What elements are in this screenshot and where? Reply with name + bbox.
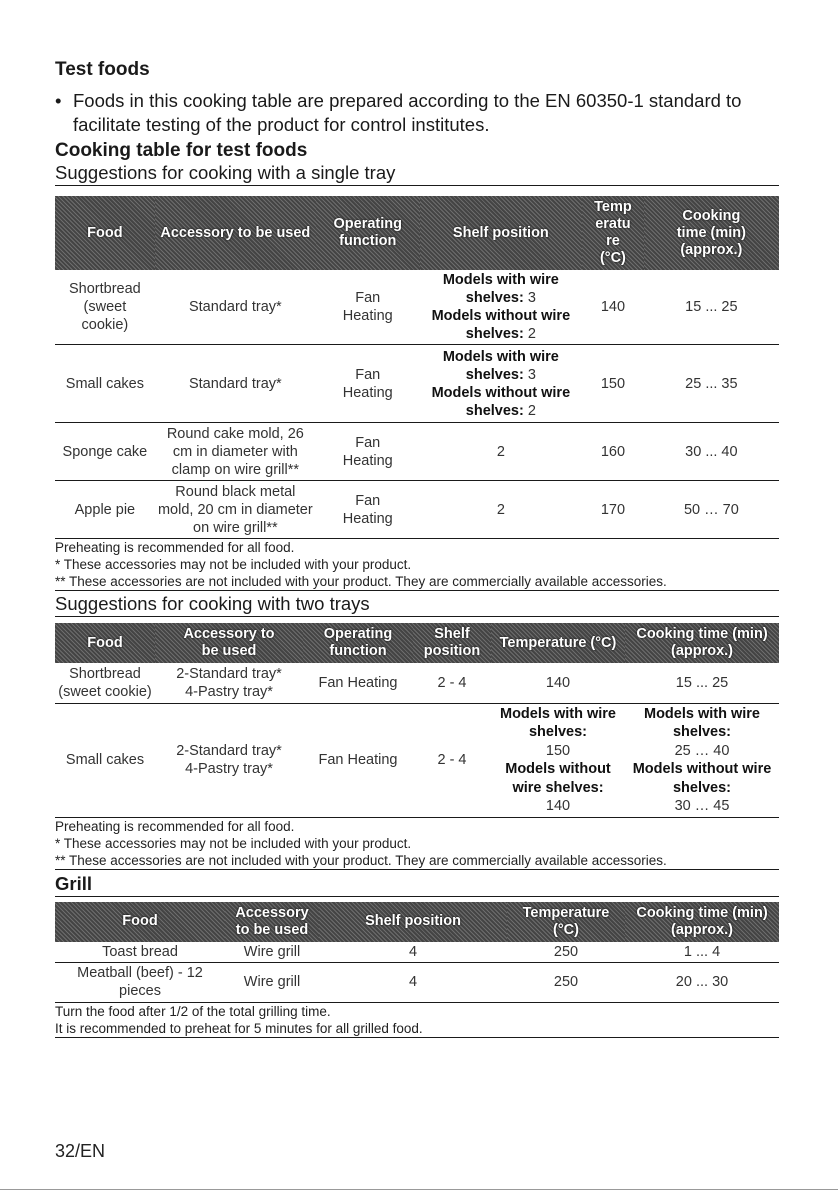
cell-time: 20 ... 30 <box>625 962 779 1002</box>
cell-accessory: Standard tray* <box>155 270 316 345</box>
cell-shelf <box>420 345 583 423</box>
shelf-value-without: 2 <box>527 326 536 342</box>
header-accessory: Accessory to be used <box>155 196 316 270</box>
header-cooking-time: Cooking time (min) (approx.) <box>625 623 779 663</box>
cell-food: Small cakes <box>55 345 155 423</box>
cell-time <box>625 703 779 817</box>
cell-accessory <box>155 663 303 703</box>
temp-label-without: Models without wire shelves: <box>505 761 611 796</box>
note-turn-food: Turn the food after 1/2 of the total grilling time. <box>55 1003 331 1019</box>
cell-food: Small cakes <box>55 703 155 817</box>
cell-accessory: Standard tray* <box>155 345 316 423</box>
cell-food: Apple pie <box>55 481 155 539</box>
header-shelf-position: Shelf position <box>420 196 583 270</box>
table-row <box>55 703 779 817</box>
cell-accessory: Round black metal mold, 20 cm in diameter on wire grill** <box>155 481 316 539</box>
page-bottom-divider <box>0 1189 838 1190</box>
header-cooking-time: Cooking time (min) (approx.) <box>625 902 779 942</box>
note-double-asterisk: ** These accessories are not included with your product. They are commercially available accessories. <box>55 574 667 589</box>
header-cooking-time: Cooking time (min) (approx.) <box>644 196 779 270</box>
cell-food: Shortbread (sweet cookie) <box>55 663 155 703</box>
cell-accessory: Wire grill <box>225 962 319 1002</box>
time-value-with: 25 … 40 <box>674 742 730 759</box>
single-tray-notes <box>55 539 779 591</box>
accessory-line-2: 4-Pastry tray* <box>185 683 273 700</box>
table-row <box>55 481 779 539</box>
header-temperature: Temperature (°C) <box>507 902 625 942</box>
cell-temp: 170 <box>582 481 644 539</box>
two-trays-subheading: Suggestions for cooking with two trays <box>55 593 779 617</box>
note-single-asterisk: * These accessories may not be included with your product. <box>55 557 412 572</box>
cell-shelf: 4 <box>319 942 507 963</box>
header-operating-function: Operating function <box>316 196 420 270</box>
accessory-line-2: 4-Pastry tray* <box>185 761 273 777</box>
shelf-label-without: Models without wire shelves: <box>431 308 571 342</box>
test-foods-bullet: • Foods in this cooking table are prepared according to the EN 60350-1 standard to facilitate testing of the product for control institutes. <box>55 89 779 137</box>
grill-notes <box>55 1003 779 1038</box>
cell-function: Fan Heating <box>316 270 420 345</box>
grill-subheading: Grill <box>55 873 779 897</box>
page-number: 32/EN <box>55 1141 106 1161</box>
cell-temp: 250 <box>507 962 625 1002</box>
header-shelf-position: Shelf position <box>413 623 491 663</box>
test-foods-heading: Test foods <box>55 59 150 80</box>
header-shelf-position: Shelf position <box>319 902 507 942</box>
cell-time: 15 ... 25 <box>625 663 779 703</box>
cell-shelf: 2 - 4 <box>413 663 491 703</box>
cell-food: Toast bread <box>55 942 225 963</box>
cell-time: 50 … 70 <box>644 481 779 539</box>
shelf-value-with: 3 <box>527 366 536 383</box>
cell-function: Fan Heating <box>316 423 420 481</box>
table-row <box>55 345 779 423</box>
cell-temp: 140 <box>491 663 625 703</box>
cell-time: 1 ... 4 <box>625 942 779 963</box>
cell-accessory: Round cake mold, 26 cm in diameter with clamp on wire grill** <box>155 423 316 481</box>
accessory-line-1: 2-Standard tray* <box>176 743 282 759</box>
note-grill-preheat: It is recommended to preheat for 5 minutes for all grilled food. <box>55 1020 423 1036</box>
two-trays-notes <box>55 818 779 870</box>
cell-food: Meatball (beef) - 12 pieces <box>55 962 225 1002</box>
cell-temp: 140 <box>582 270 644 345</box>
table-row <box>55 270 779 345</box>
shelf-value-without: 2 <box>527 402 536 419</box>
temp-value-without: 140 <box>545 798 571 814</box>
single-tray-table <box>55 196 779 539</box>
cell-shelf: 2 <box>420 481 583 539</box>
shelf-label-with: Models with wire shelves: <box>442 272 559 306</box>
cell-accessory: Wire grill <box>225 942 319 963</box>
cell-shelf <box>420 270 583 345</box>
cell-function: Fan Heating <box>303 703 413 817</box>
shelf-label-without: Models without wire shelves: <box>431 384 571 419</box>
cell-time: 25 ... 35 <box>644 345 779 423</box>
cooking-table-heading: Cooking table for test foods <box>55 140 308 161</box>
cell-shelf: 2 - 4 <box>413 703 491 817</box>
note-double-asterisk: ** These accessories are not included with your product. They are commercially available accessories. <box>55 852 667 868</box>
cell-shelf: 4 <box>319 962 507 1002</box>
cell-temp <box>491 703 625 817</box>
cell-function: Fan Heating <box>303 663 413 703</box>
single-tray-subheading: Suggestions for cooking with a single tray <box>55 162 779 186</box>
table-row <box>55 962 779 1002</box>
header-accessory: Accessory to be used <box>225 902 319 942</box>
temp-value-with: 150 <box>545 742 571 759</box>
cell-temp: 250 <box>507 942 625 963</box>
two-trays-table <box>55 623 779 818</box>
cell-shelf: 2 <box>420 423 583 481</box>
cell-time: 15 ... 25 <box>644 270 779 345</box>
cell-function: Fan Heating <box>316 345 420 423</box>
header-food: Food <box>55 623 155 663</box>
cell-food: Shortbread (sweet cookie) <box>55 270 155 345</box>
header-temperature: Temperature (°C) <box>491 623 625 663</box>
cell-temp: 160 <box>582 423 644 481</box>
note-preheat: Preheating is recommended for all food. <box>55 818 295 834</box>
header-accessory: Accessory to be used <box>155 623 303 663</box>
table-row <box>55 423 779 481</box>
time-label-without: Models without wire shelves: <box>632 761 772 796</box>
page-content <box>55 58 779 1038</box>
header-temperature: Temp eratu re (°C) <box>582 196 644 270</box>
table-row <box>55 663 779 703</box>
cell-temp: 150 <box>582 345 644 423</box>
table-row <box>55 942 779 963</box>
shelf-value-with: 3 <box>527 290 536 306</box>
cell-food: Sponge cake <box>55 423 155 481</box>
cell-function: Fan Heating <box>316 481 420 539</box>
time-value-without: 30 … 45 <box>674 798 730 814</box>
accessory-line-1: 2-Standard tray* <box>176 665 282 682</box>
temp-label-with: Models with wire shelves: <box>499 705 616 740</box>
header-food: Food <box>55 902 225 942</box>
header-operating-function: Operating function <box>303 623 413 663</box>
cell-accessory <box>155 703 303 817</box>
cell-time: 30 ... 40 <box>644 423 779 481</box>
note-preheat: Preheating is recommended for all food. <box>55 540 295 555</box>
grill-table <box>55 902 779 1003</box>
time-label-with: Models with wire shelves: <box>643 705 760 740</box>
note-single-asterisk: * These accessories may not be included with your product. <box>55 835 412 851</box>
shelf-label-with: Models with wire shelves: <box>442 348 559 383</box>
header-food: Food <box>55 196 155 270</box>
